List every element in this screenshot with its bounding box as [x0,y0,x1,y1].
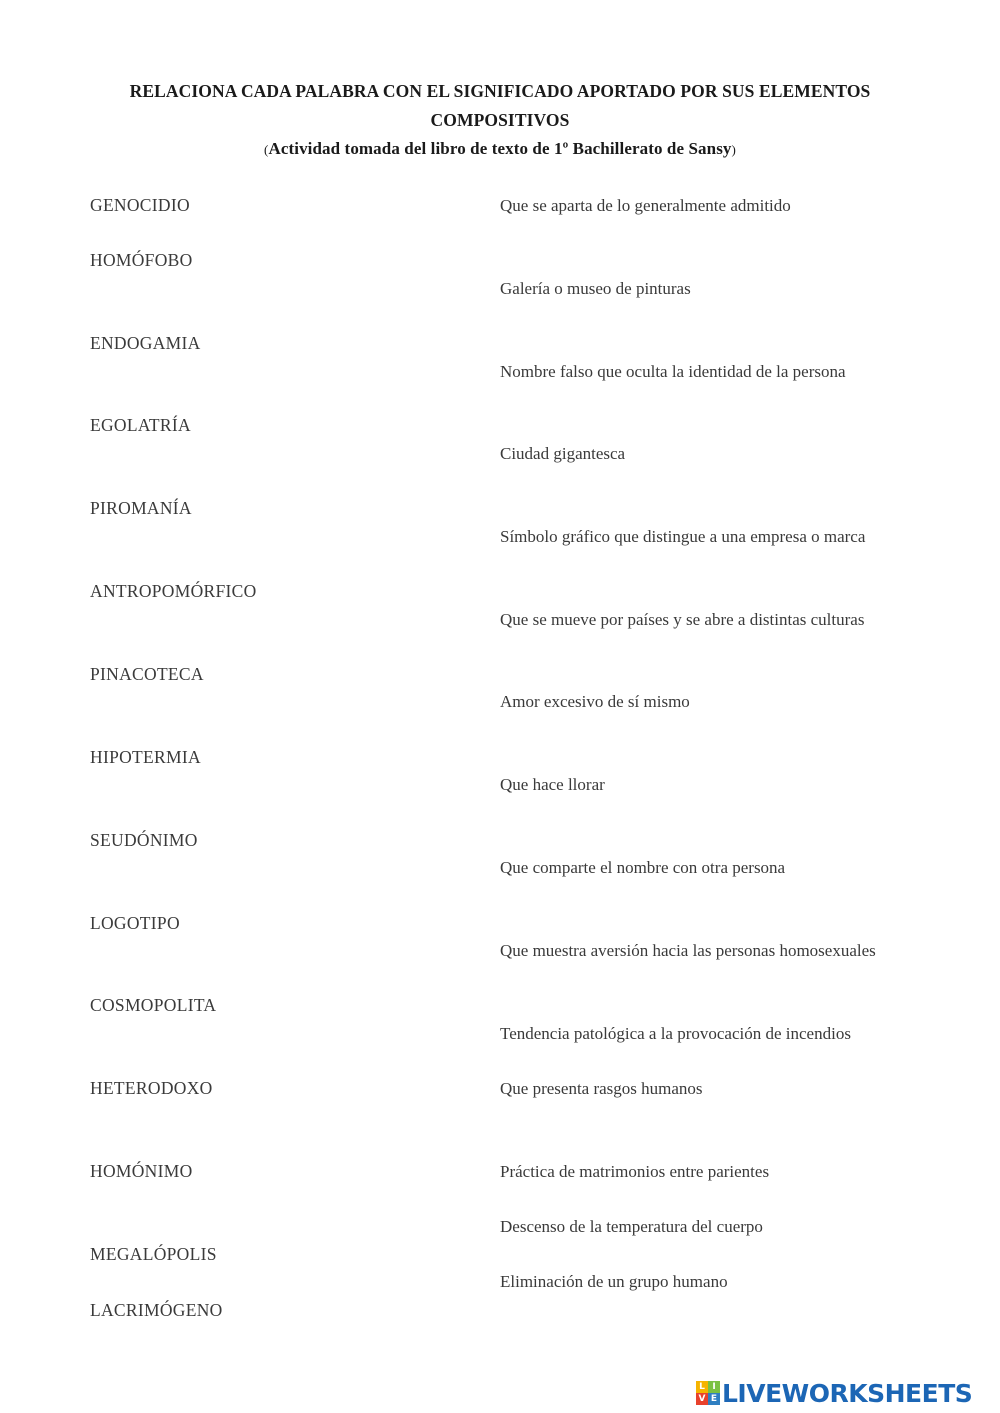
word-item[interactable]: SEUDÓNIMO [90,830,198,850]
page-subtitle [60,139,940,159]
word-item[interactable]: PINACOTECA [90,664,204,684]
liveworksheets-logo-icon [696,1381,720,1405]
definition-item[interactable]: Que se aparta de lo generalmente admitido [500,196,791,215]
definition-item[interactable]: Descenso de la temperatura del cuerpo [500,1217,763,1236]
definition-item[interactable]: Nombre falso que oculta la identidad de la persona [500,362,846,381]
word-item[interactable]: COSMOPOLITA [90,995,217,1015]
definition-item[interactable]: Que se mueve por países y se abre a distintas culturas [500,610,865,629]
logo-square-i: I [708,1381,720,1393]
definition-item[interactable]: Eliminación de un grupo humano [500,1272,728,1291]
definition-item[interactable]: Que comparte el nombre con otra persona [500,858,786,877]
word-item[interactable]: MEGALÓPOLIS [90,1244,217,1264]
word-item[interactable]: ANTROPOMÓRFICO [90,581,257,601]
logo-square-e: E [708,1393,720,1405]
word-item[interactable]: LACRIMÓGENO [90,1300,223,1320]
word-item[interactable]: HIPOTERMIA [90,747,201,767]
liveworksheets-logo-text: LIVEWORKSHEETS [722,1378,973,1408]
definition-item[interactable]: Amor excesivo de sí mismo [500,692,690,711]
word-item[interactable]: HOMÓFOBO [90,250,193,270]
definition-item[interactable]: Tendencia patológica a la provocación de incendios [500,1024,851,1043]
page-title-line-1: RELACIONA CADA PALABRA CON EL SIGNIFICADO APORTADO POR SUS ELEMENTOS [129,81,871,101]
logo-square-l: L [696,1381,708,1393]
word-item[interactable]: LOGOTIPO [90,913,180,933]
word-item[interactable]: HOMÓNIMO [90,1161,193,1181]
word-item[interactable]: PIROMANÍA [90,498,192,518]
word-item[interactable]: GENOCIDIO [90,195,190,215]
definition-item[interactable]: Ciudad gigantesca [500,444,626,463]
word-item[interactable]: HETERODOXO [90,1078,213,1098]
word-item[interactable]: ENDOGAMIA [90,333,201,353]
liveworksheets-logo[interactable] [696,1377,972,1409]
subtitle-open-paren: ( [264,142,269,157]
definition-item[interactable]: Galería o museo de pinturas [500,279,691,298]
definition-item[interactable]: Práctica de matrimonios entre parientes [500,1162,770,1181]
subtitle-close-paren: ) [731,142,736,157]
definition-item[interactable]: Que hace llorar [500,775,605,794]
definition-item[interactable]: Que presenta rasgos humanos [500,1079,703,1098]
page-title-line-2: COMPOSITIVOS [430,110,570,130]
word-item[interactable]: EGOLATRÍA [90,415,191,435]
definition-item[interactable]: Que muestra aversión hacia las personas homosexuales [500,941,876,960]
logo-square-v: V [696,1393,708,1405]
subtitle-text: Actividad tomada del libro de texto de 1º Bachillerato de Sansy [268,139,732,158]
definition-item[interactable]: Símbolo gráfico que distingue a una empresa o marca [500,527,866,546]
